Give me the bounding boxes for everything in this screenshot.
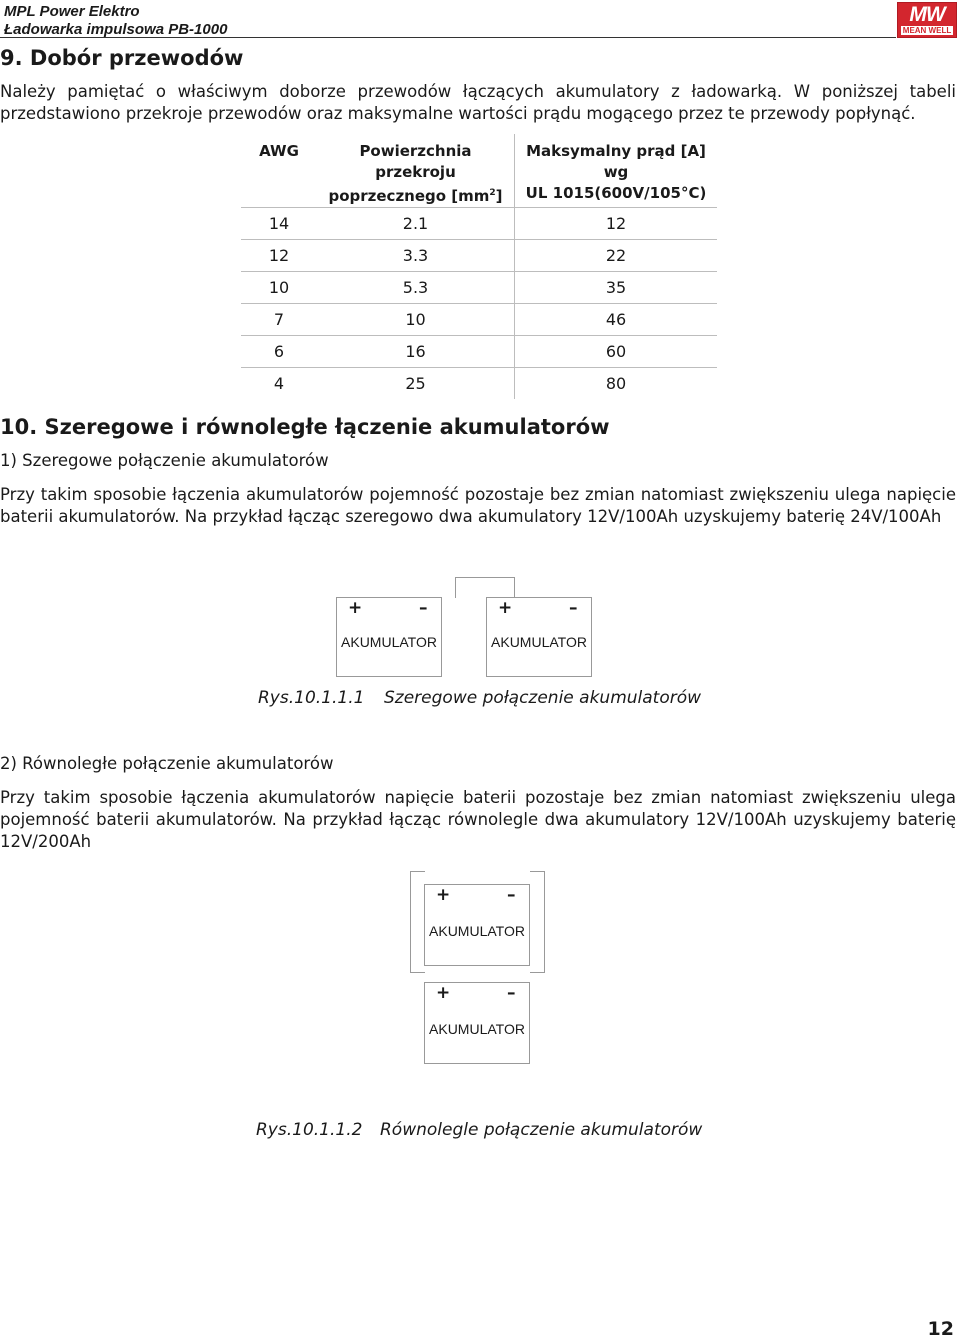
parallel-plus-wire bbox=[410, 871, 425, 973]
cell-awg: 6 bbox=[241, 336, 317, 368]
series-figure-caption: Szeregowe połączenie akumulatorów bbox=[384, 688, 702, 708]
col2-line3 bbox=[317, 183, 514, 207]
battery-label: AKUMULATOR bbox=[491, 634, 587, 650]
cell-current: 46 bbox=[515, 304, 718, 336]
cell-awg: 10 bbox=[241, 272, 317, 304]
cell-area: 5.3 bbox=[317, 272, 515, 304]
series-figure-number: Rys.10.1.1.1 bbox=[258, 688, 365, 708]
parallel-subtitle: 2) Równoległe połączenie akumulatorów bbox=[0, 754, 334, 773]
table-row bbox=[241, 240, 717, 272]
logo-mark: MW bbox=[909, 3, 945, 26]
parallel-minus-wire bbox=[530, 871, 545, 973]
col2-unit-end: ] bbox=[495, 187, 503, 205]
minus-terminal: – bbox=[419, 598, 428, 618]
table-row bbox=[241, 304, 717, 336]
minus-terminal: – bbox=[507, 885, 516, 905]
cell-awg: 14 bbox=[241, 208, 317, 240]
mean-well-logo bbox=[897, 2, 957, 38]
cell-area: 3.3 bbox=[317, 240, 515, 272]
cell-awg: 4 bbox=[241, 368, 317, 400]
plus-terminal: + bbox=[498, 598, 513, 618]
logo-subtext: MEAN WELL bbox=[902, 26, 952, 35]
company-name: MPL Power Elektro bbox=[4, 3, 140, 20]
cell-current: 22 bbox=[515, 240, 718, 272]
table-row bbox=[241, 336, 717, 368]
plus-terminal: + bbox=[436, 885, 451, 905]
minus-terminal: – bbox=[569, 598, 578, 618]
page-number: 12 bbox=[927, 1318, 954, 1340]
plus-terminal: + bbox=[436, 983, 451, 1003]
parallel-figure-number: Rys.10.1.1.2 bbox=[256, 1120, 363, 1140]
parallel-battery-2 bbox=[424, 982, 530, 1064]
parallel-battery-1 bbox=[424, 884, 530, 966]
series-paragraph: Przy takim sposobie łączenia akumulatorów pojemność pozostaje bez zmian natomiast zwiększeniu ulega napięcie baterii akumulatorów. Na przykład łącząc szeregowo dwa akumulatory 12V/100Ah uzyskujemy baterię 24V/100Ah bbox=[0, 485, 956, 526]
header-rule bbox=[0, 37, 896, 38]
cell-current: 12 bbox=[515, 208, 718, 240]
cell-awg: 7 bbox=[241, 304, 317, 336]
col2-unit-text: poprzecznego [mm bbox=[328, 187, 490, 205]
cell-area: 25 bbox=[317, 368, 515, 400]
table-row bbox=[241, 368, 717, 400]
cell-current: 80 bbox=[515, 368, 718, 400]
section-9-paragraph: Należy pamiętać o właściwym doborze przewodów łączących akumulatory z ładowarką. W poniższej tabeli przedstawiono przekroje przewodów oraz maksymalne wartości prądu mogącego przez te przewody popłynąć. bbox=[0, 82, 956, 123]
section-10-title: 10. Szeregowe i równoległe łączenie akumulatorów bbox=[0, 415, 610, 439]
wire-gauge-table bbox=[241, 134, 717, 399]
series-connection-wire bbox=[455, 577, 515, 598]
series-subtitle: 1) Szeregowe połączenie akumulatorów bbox=[0, 451, 329, 470]
table-row bbox=[241, 208, 717, 240]
col-header-awg: AWG bbox=[259, 142, 299, 160]
col2-unit-sup: 2 bbox=[489, 188, 496, 198]
cell-area: 16 bbox=[317, 336, 515, 368]
col3-line2: UL 1015(600V/105°C) bbox=[525, 184, 707, 202]
plus-terminal: + bbox=[348, 598, 363, 618]
col2-line1: Powierzchnia bbox=[359, 142, 472, 160]
battery-label: AKUMULATOR bbox=[341, 634, 437, 650]
series-battery-2 bbox=[486, 597, 592, 677]
parallel-figure-caption: Równolegle połączenie akumulatorów bbox=[380, 1120, 703, 1140]
cell-current: 60 bbox=[515, 336, 718, 368]
series-battery-1 bbox=[336, 597, 442, 677]
section-9-title: 9. Dobór przewodów bbox=[0, 46, 244, 70]
table-row bbox=[241, 272, 717, 304]
cell-awg: 12 bbox=[241, 240, 317, 272]
battery-label: AKUMULATOR bbox=[429, 1021, 525, 1037]
col3-line1: Maksymalny prąd [A] wg bbox=[526, 142, 706, 181]
col-header-cross-section bbox=[317, 134, 515, 208]
battery-label: AKUMULATOR bbox=[429, 923, 525, 939]
product-name: Ładowarka impulsowa PB-1000 bbox=[4, 21, 228, 38]
minus-terminal: – bbox=[507, 983, 516, 1003]
col2-line2: przekroju bbox=[375, 163, 456, 181]
cell-area: 10 bbox=[317, 304, 515, 336]
parallel-paragraph: Przy takim sposobie łączenia akumulatorów napięcie baterii pozostaje bez zmian natomiast zwiększeniu ulega pojemność baterii akumulatorów. Na przykład łącząc równolegle dwa akumulatory 12V/100Ah uzyskujemy baterię 12V/200Ah bbox=[0, 788, 956, 851]
col-header-max-current bbox=[515, 134, 718, 208]
table-header-row bbox=[241, 134, 717, 208]
cell-area: 2.1 bbox=[317, 208, 515, 240]
cell-current: 35 bbox=[515, 272, 718, 304]
